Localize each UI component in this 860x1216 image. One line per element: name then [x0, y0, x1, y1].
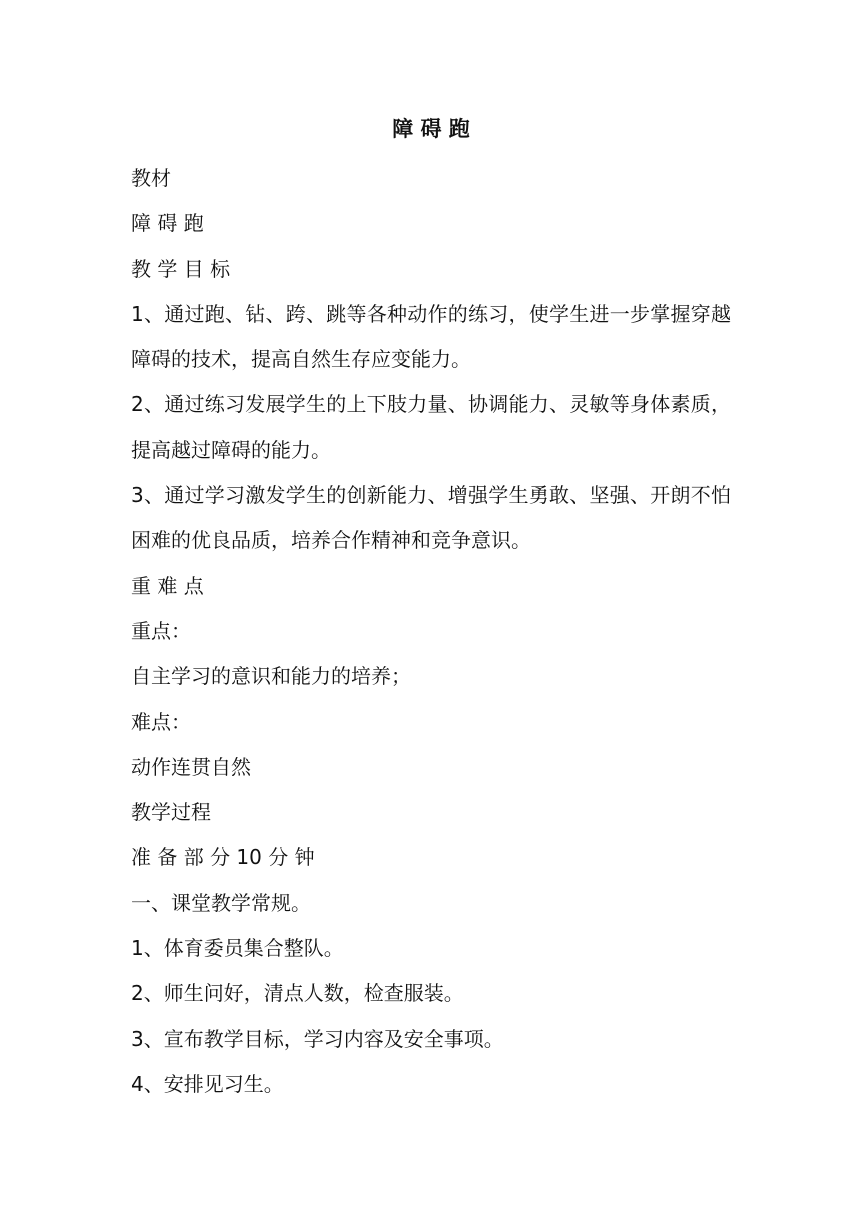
- paragraph-objective-2: 2、通过练习发展学生的上下肢力量、协调能力、灵敏等身体素质，提高越过障碍的能力。: [131, 392, 731, 462]
- paragraph-preparation-heading: 准 备 部 分 10 分 钟: [131, 845, 315, 870]
- document-page: [131, 112, 731, 1107]
- paragraph-difficulty-content: 动作连贯自然: [131, 754, 251, 779]
- paragraph-process-heading: 教学过程: [131, 800, 211, 825]
- paragraph-objectives-heading: 教 学 目 标: [131, 256, 231, 281]
- paragraph-objective-3: 3、通过学习激发学生的创新能力、增强学生勇敢、坚强、开朗不怕困难的优良品质，培养合作精神和竞争意识。: [131, 483, 731, 553]
- document-title: 障 碍 跑: [392, 117, 470, 141]
- paragraph-routine-item-2: 2、师生问好，清点人数，检查服装。: [131, 981, 464, 1006]
- paragraph-key-point-content: 自主学习的意识和能力的培养；: [131, 664, 411, 689]
- paragraph-key-point-label: 重点：: [131, 618, 191, 643]
- paragraph-routine-item-4: 4、安排见习生。: [131, 1071, 284, 1096]
- paragraph-objective-1: 1、通过跑、钻、跨、跳等各种动作的练习，使学生进一步掌握穿越障碍的技术，提高自然生存应变能力。: [131, 301, 731, 372]
- paragraph-routine-item-3: 3、宣布教学目标，学习内容及安全事项。: [131, 1026, 504, 1051]
- paragraph-routine-item-1: 1、体育委员集合整队。: [131, 936, 344, 961]
- paragraph-materials-heading: 教材: [131, 166, 171, 190]
- paragraph-difficulty-label: 难点：: [131, 709, 191, 734]
- paragraph-routine-heading: 一、课堂教学常规。: [131, 890, 311, 915]
- paragraph-materials-content: 障 碍 跑: [131, 211, 204, 236]
- paragraph-key-points-heading: 重 难 点: [131, 573, 204, 598]
